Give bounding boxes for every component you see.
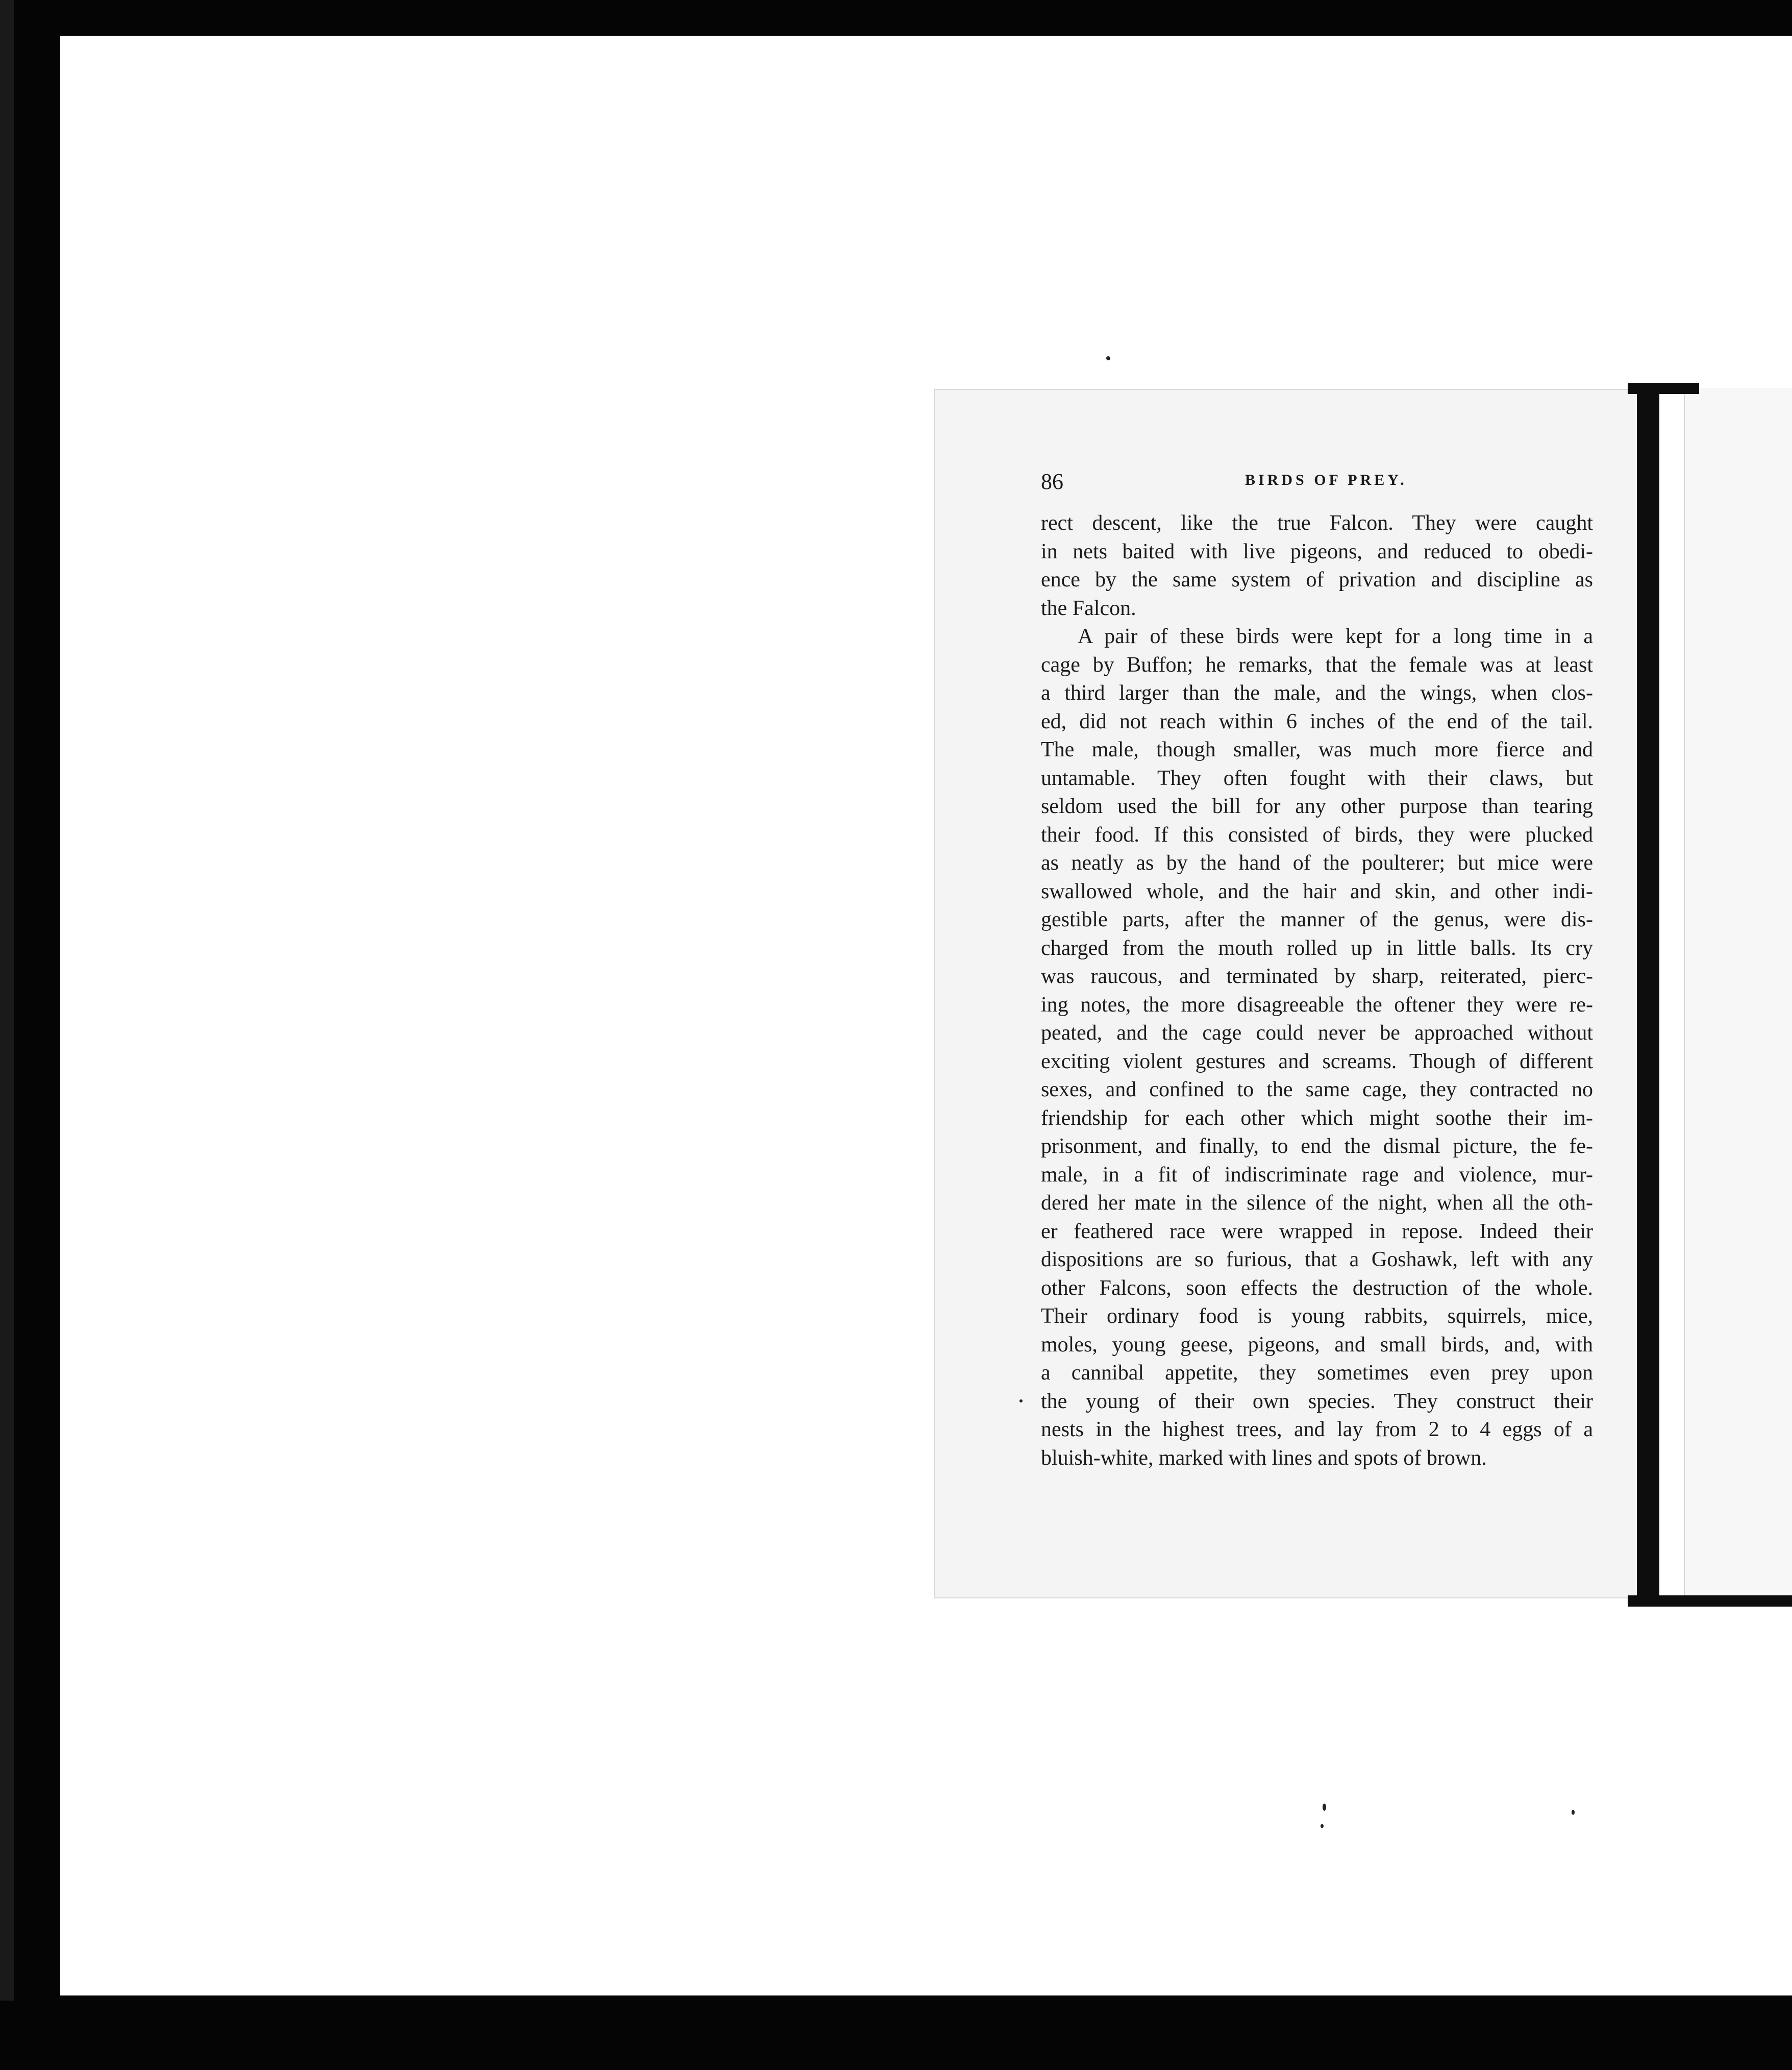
text-line: exciting violent gestures and screams. Though of different (1041, 1049, 1593, 1073)
text-line: prisonment, and finally, to end the dismal picture, the fe- (1041, 1135, 1593, 1158)
text-line: the Falcon. (1041, 596, 1136, 620)
text-line: other Falcons, soon effects the destruction of the whole. (1041, 1276, 1593, 1300)
text-line: nests in the highest trees, and lay from 2 to 4 eggs of a (1041, 1418, 1593, 1441)
text-line: was raucous, and terminated by sharp, reiterated, pierc- (1041, 965, 1593, 988)
right-book-page (1684, 388, 1792, 1603)
scan-speck (1572, 1810, 1575, 1815)
running-head-title: BIRDS OF PREY. (1245, 472, 1407, 488)
book-gutter (1637, 388, 1659, 1605)
text-line: ed, did not reach within 6 inches of the end of the tail. (1041, 709, 1593, 733)
scan-speck (1323, 1804, 1326, 1811)
text-line: seldom used the bill for any other purpose than tearing (1041, 795, 1593, 818)
text-line: swallowed whole, and the hair and skin, and other indi- (1041, 879, 1593, 903)
page-number: 86 (1041, 469, 1063, 494)
text-line: er feathered race were wrapped in repose. Indeed their (1041, 1219, 1593, 1243)
text-line: moles, young geese, pigeons, and small birds, and, with (1041, 1333, 1593, 1357)
text-line: ence by the same system of privation and discipline as (1041, 568, 1593, 592)
text-line: the young of their own species. They construct their (1041, 1389, 1593, 1413)
text-line: charged from the mouth rolled up in little balls. Its cry (1041, 936, 1593, 960)
text-line: as neatly as by the hand of the poulterer; but mice were (1041, 851, 1593, 875)
text-line: A pair of these birds were kept for a long time in a (1078, 625, 1593, 648)
text-line: dispositions are so furious, that a Goshawk, left with any (1041, 1248, 1593, 1271)
scan-speck (1321, 1824, 1324, 1828)
text-line: sexes, and confined to the same cage, they contracted no (1041, 1078, 1593, 1101)
text-line: friendship for each other which might soothe their im- (1041, 1106, 1593, 1130)
text-line: ing notes, the more disagreeable the oftener they were re- (1041, 993, 1593, 1017)
gutter-top-edge (1628, 383, 1699, 394)
text-line: cage by Buffon; he remarks, that the female was at least (1041, 653, 1593, 677)
text-line: gestible parts, after the manner of the genus, were dis- (1041, 908, 1593, 931)
scan-speck (1106, 356, 1110, 360)
text-line: bluish-white, marked with lines and spots of brown. (1041, 1446, 1487, 1470)
text-line: in nets baited with live pigeons, and reduced to obedi- (1041, 539, 1593, 563)
text-line: male, in a fit of indiscriminate rage and violence, mur- (1041, 1163, 1593, 1187)
scan-speck (1019, 1399, 1023, 1402)
scan-left-edge (0, 0, 14, 2070)
text-line: rect descent, like the true Falcon. They were caught (1041, 511, 1593, 535)
text-line: their food. If this consisted of birds, they were plucked (1041, 823, 1593, 847)
scan-bottom-edge (0, 2001, 1792, 2070)
text-line: a third larger than the male, and the wings, when clos- (1041, 681, 1593, 705)
text-line: a cannibal appetite, they sometimes even prey upon (1041, 1361, 1593, 1385)
text-line: untamable. They often fought with their claws, but (1041, 766, 1593, 790)
text-line: The male, though smaller, was much more fierce and (1041, 738, 1593, 761)
gutter-bottom-edge (1628, 1595, 1792, 1607)
text-line: peated, and the cage could never be approached without (1041, 1021, 1593, 1045)
text-line: Their ordinary food is young rabbits, squirrels, mice, (1041, 1304, 1593, 1328)
text-line: dered her mate in the silence of the night, when all the oth- (1041, 1191, 1593, 1215)
page-body-text (1041, 509, 1593, 1472)
running-head (1041, 469, 1602, 499)
